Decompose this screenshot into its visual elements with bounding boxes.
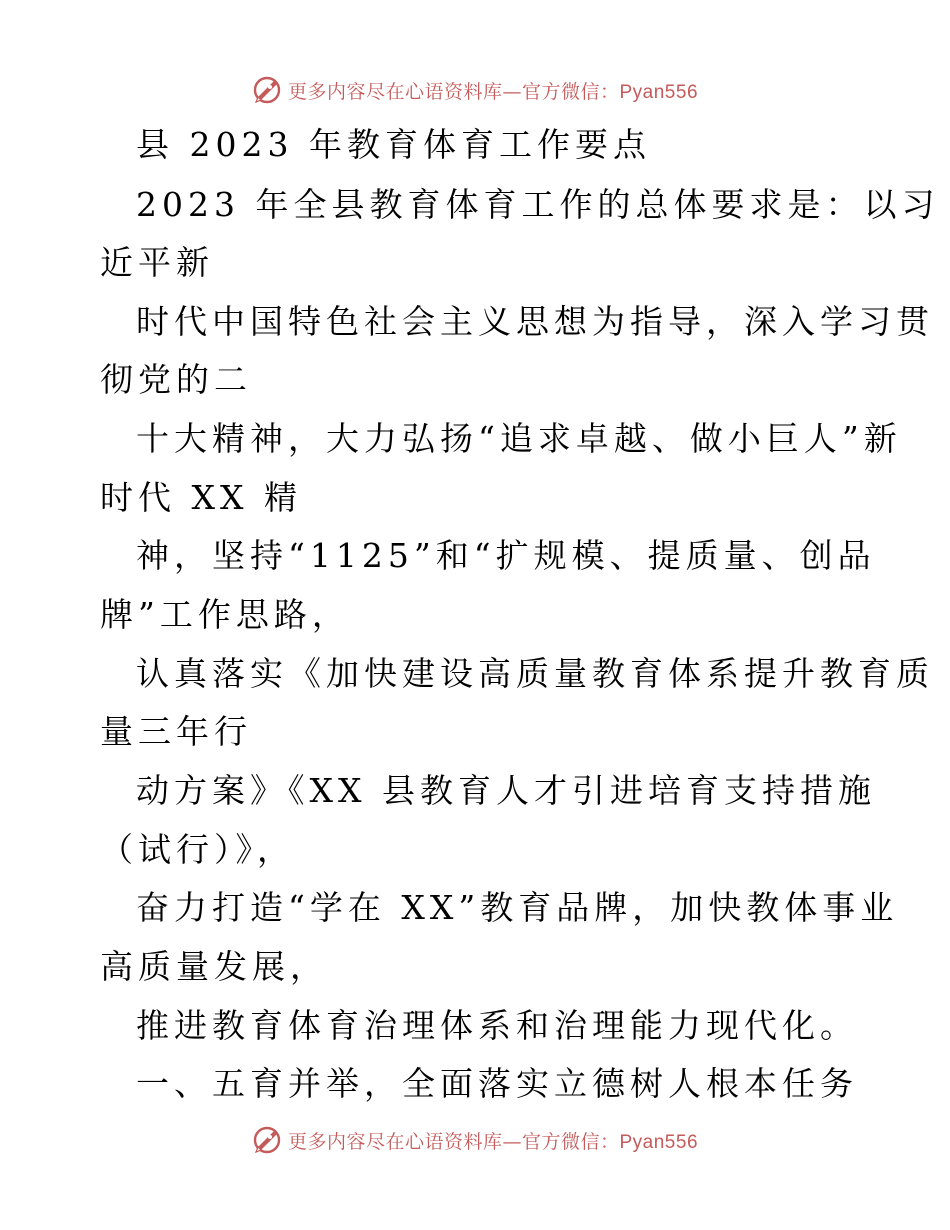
banner-slogan: 更多内容尽在心语资料库—官方微信：: [287, 1130, 620, 1153]
paragraph-line: 近平新: [100, 243, 214, 282]
document-title: 县 2023 年教育体育工作要点: [136, 125, 651, 164]
banner-text: [288, 1127, 698, 1154]
paragraph-line: 时代中国特色社会主义思想为指导，深入学习贯: [136, 302, 934, 341]
paragraph-line: 时代 XX 精: [100, 478, 302, 517]
paragraph-line: 奋力打造“学在 XX”教育品牌，加快教体事业: [136, 888, 899, 927]
paragraph-line: 神，坚持“1125”和“扩规模、提质量、创品: [136, 536, 876, 575]
paragraph-line: 2023 年全县教育体育工作的总体要求是：以习: [136, 185, 940, 224]
paragraph-line: 高质量发展，: [100, 947, 328, 986]
pen-logo-icon: [252, 1125, 282, 1155]
banner-wechat-id: Pyan556: [619, 81, 699, 103]
paragraph-line: 认真落实《加快建设高质量教育体系提升教育质: [136, 654, 934, 693]
banner-text: [288, 77, 698, 104]
banner-wechat-id: Pyan556: [619, 1131, 699, 1153]
paragraph-line: （试行）》，: [100, 830, 295, 869]
paragraph-line: 牌”工作思路，: [100, 595, 350, 634]
paragraph-line: 彻党的二: [100, 360, 252, 399]
header-banner: [0, 70, 950, 110]
paragraph-line: 动方案》《XX 县教育人才引进培育支持措施: [136, 771, 876, 810]
paragraph-line: 推进教育体育治理体系和治理能力现代化。: [136, 1006, 858, 1045]
paragraph-line: 十大精神，大力弘扬“追求卓越、做小巨人”新: [136, 419, 902, 458]
paragraph-line: 量三年行: [100, 712, 252, 751]
banner-slogan: 更多内容尽在心语资料库—官方微信：: [287, 80, 620, 103]
pen-logo-icon: [252, 75, 282, 105]
footer-banner: [0, 1120, 950, 1160]
section-heading: 一、五育并举，全面落实立德树人根本任务: [136, 1064, 858, 1103]
